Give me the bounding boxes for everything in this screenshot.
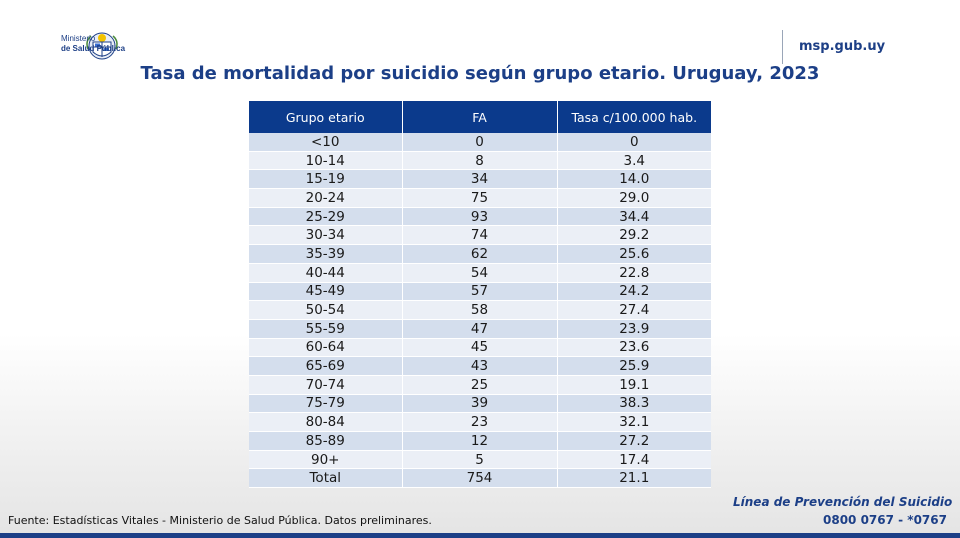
- fa-cell: 25: [402, 375, 557, 394]
- age-group-cell: 30-34: [249, 226, 402, 245]
- age-group-cell: <10: [249, 133, 402, 151]
- age-group-cell: 85-89: [249, 432, 402, 451]
- age-group-cell: 10-14: [249, 151, 402, 170]
- fa-cell: 0: [402, 133, 557, 151]
- fa-cell: 39: [402, 394, 557, 413]
- site-url-link[interactable]: msp.gub.uy: [799, 39, 886, 54]
- table-row: [249, 394, 711, 413]
- rate-cell: 38.3: [557, 394, 711, 413]
- table-row: [249, 375, 711, 394]
- table-row: [249, 226, 711, 245]
- fa-cell: 93: [402, 207, 557, 226]
- table-row: [249, 413, 711, 432]
- total-fa-cell: 754: [402, 469, 557, 488]
- table-row: [249, 133, 711, 151]
- logo-line-ministerio: Ministerio: [61, 34, 96, 43]
- rate-cell: 25.9: [557, 357, 711, 376]
- table-row: [249, 450, 711, 469]
- fa-cell: 75: [402, 189, 557, 208]
- table-row: [249, 357, 711, 376]
- hotline-title: Línea de Prevención del Suicidio: [733, 495, 953, 509]
- rate-cell: 23.6: [557, 338, 711, 357]
- mortality-table: [249, 101, 711, 488]
- age-group-cell: 80-84: [249, 413, 402, 432]
- age-group-cell: 25-29: [249, 207, 402, 226]
- table-row: [249, 432, 711, 451]
- rate-cell: 29.2: [557, 226, 711, 245]
- fa-cell: 54: [402, 263, 557, 282]
- fa-cell: 45: [402, 338, 557, 357]
- fa-cell: 43: [402, 357, 557, 376]
- rate-cell: 14.0: [557, 170, 711, 189]
- rate-cell: 29.0: [557, 189, 711, 208]
- column-header-fa: FA: [402, 101, 557, 133]
- fa-cell: 23: [402, 413, 557, 432]
- rate-cell: 34.4: [557, 207, 711, 226]
- total-label-cell: Total: [249, 469, 402, 488]
- rate-cell: 23.9: [557, 319, 711, 338]
- age-group-cell: 75-79: [249, 394, 402, 413]
- age-group-cell: 55-59: [249, 319, 402, 338]
- rate-cell: 19.1: [557, 375, 711, 394]
- table-row: [249, 207, 711, 226]
- rate-cell: 22.8: [557, 263, 711, 282]
- source-note: Fuente: Estadísticas Vitales - Ministerio de Salud Pública. Datos preliminares.: [8, 514, 432, 527]
- fa-cell: 34: [402, 170, 557, 189]
- rate-cell: 17.4: [557, 450, 711, 469]
- table-row: [249, 189, 711, 208]
- fa-cell: 58: [402, 301, 557, 320]
- age-group-cell: 45-49: [249, 282, 402, 301]
- rate-cell: 25.6: [557, 245, 711, 264]
- table-row: [249, 263, 711, 282]
- fa-cell: 47: [402, 319, 557, 338]
- age-group-cell: 15-19: [249, 170, 402, 189]
- total-rate-cell: 21.1: [557, 469, 711, 488]
- rate-cell: 27.4: [557, 301, 711, 320]
- table-row: [249, 245, 711, 264]
- table-total-row: [249, 469, 711, 488]
- age-group-cell: 90+: [249, 450, 402, 469]
- hotline-number: 0800 0767 - *0767: [823, 513, 947, 527]
- fa-cell: 8: [402, 151, 557, 170]
- rate-cell: 3.4: [557, 151, 711, 170]
- rate-cell: 27.2: [557, 432, 711, 451]
- table-header-row: [249, 101, 711, 133]
- rate-cell: 24.2: [557, 282, 711, 301]
- column-header-age-group: Grupo etario: [249, 101, 402, 133]
- age-group-cell: 40-44: [249, 263, 402, 282]
- table-row: [249, 282, 711, 301]
- age-group-cell: 70-74: [249, 375, 402, 394]
- table-row: [249, 338, 711, 357]
- fa-cell: 5: [402, 450, 557, 469]
- table-row: [249, 151, 711, 170]
- fa-cell: 57: [402, 282, 557, 301]
- table-row: [249, 319, 711, 338]
- table-row: [249, 301, 711, 320]
- column-header-rate: Tasa c/100.000 hab.: [557, 101, 711, 133]
- fa-cell: 12: [402, 432, 557, 451]
- page-title: Tasa de mortalidad por suicidio según grupo etario. Uruguay, 2023: [140, 63, 820, 84]
- age-group-cell: 65-69: [249, 357, 402, 376]
- bottom-bar: [0, 533, 960, 538]
- age-group-cell: 20-24: [249, 189, 402, 208]
- age-group-cell: 35-39: [249, 245, 402, 264]
- age-group-cell: 60-64: [249, 338, 402, 357]
- table-row: [249, 170, 711, 189]
- fa-cell: 62: [402, 245, 557, 264]
- rate-cell: 32.1: [557, 413, 711, 432]
- age-group-cell: 50-54: [249, 301, 402, 320]
- fa-cell: 74: [402, 226, 557, 245]
- rate-cell: 0: [557, 133, 711, 151]
- logo-line-salud-publica: de Salud Pública: [61, 44, 126, 53]
- header-divider: [782, 30, 783, 64]
